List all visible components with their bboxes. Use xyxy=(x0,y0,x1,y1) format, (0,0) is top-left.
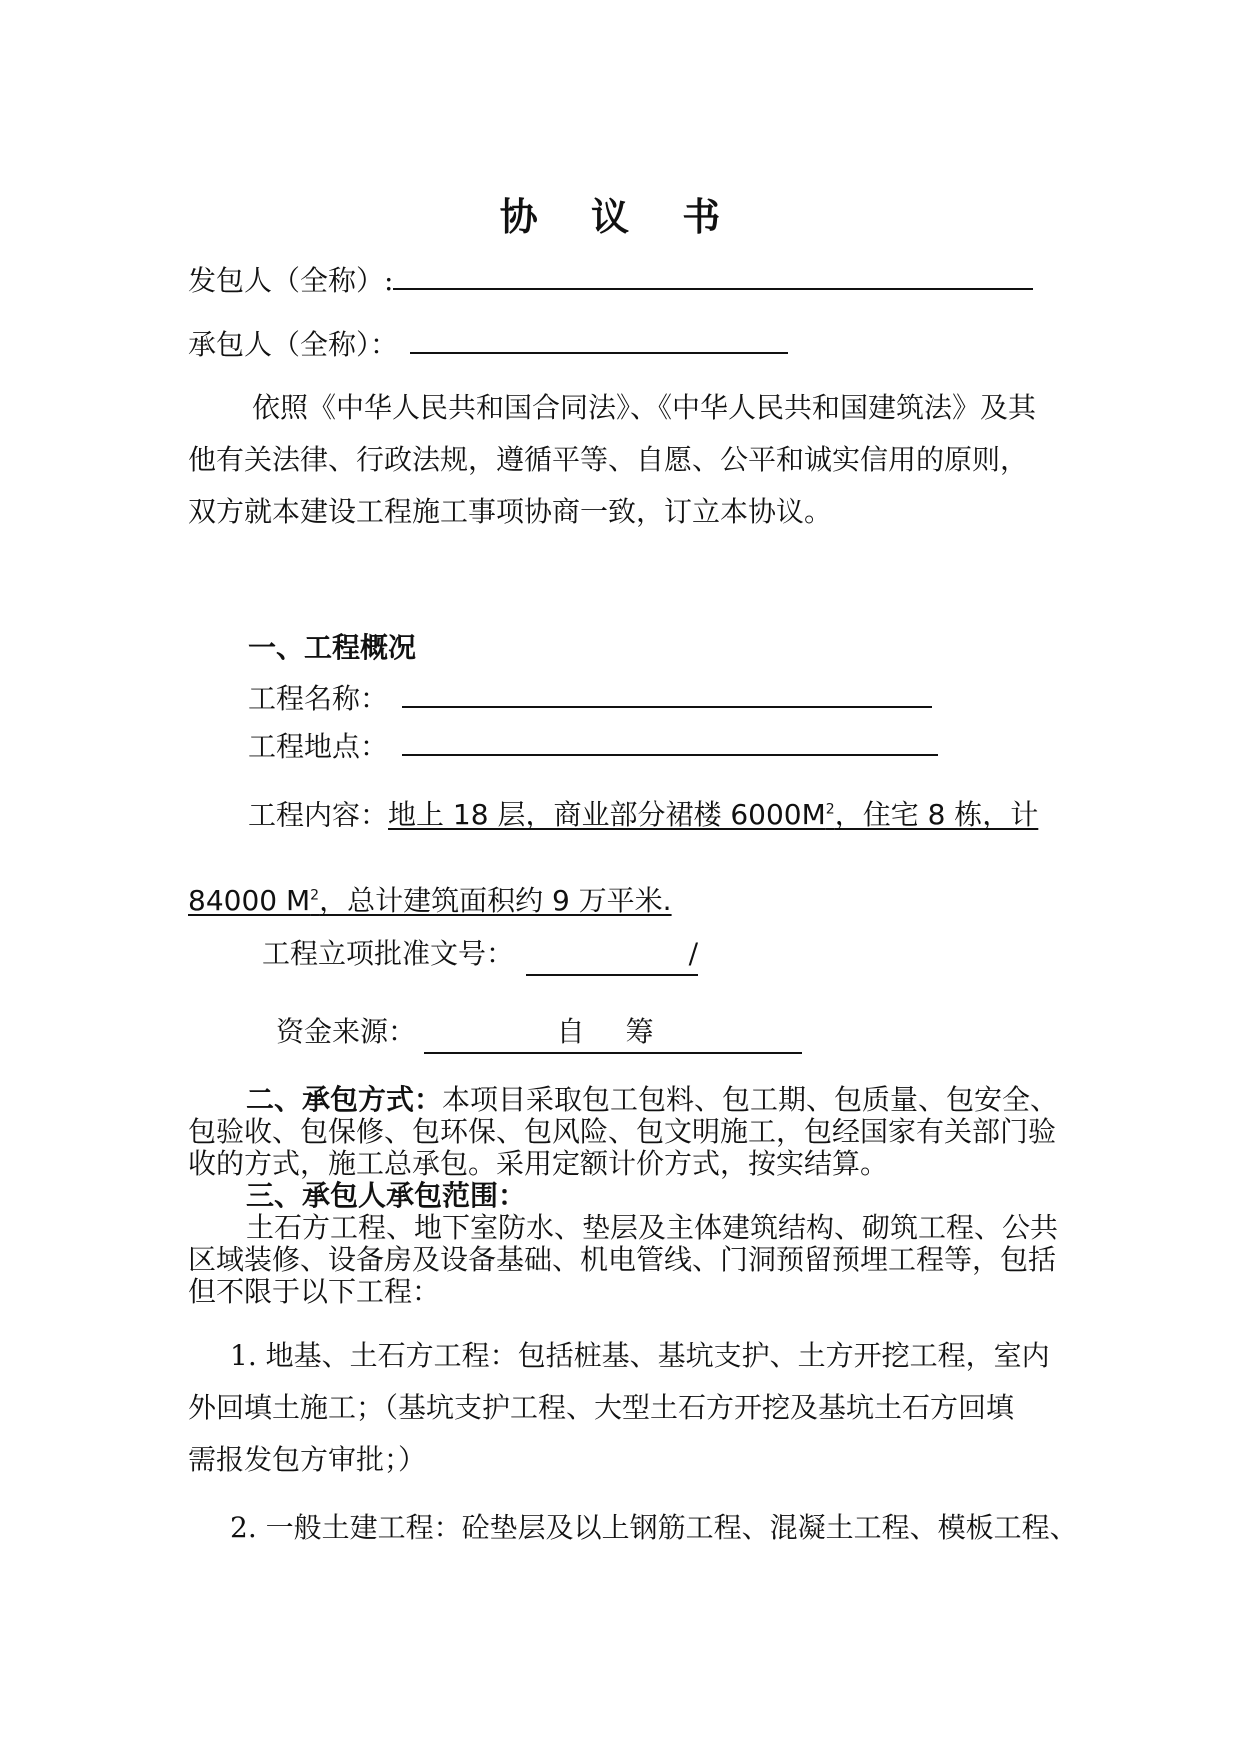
project-content-label: 工程内容： xyxy=(248,798,389,832)
project-location-blank xyxy=(402,724,938,756)
document-title: 协 议 书 xyxy=(499,194,741,239)
party-b-line xyxy=(188,322,788,365)
section2-text-1: 本项目采取包工包料、包工期、包质量、包安全、 xyxy=(442,1083,1059,1116)
section2-line-2: 包验收、包保修、包环保、包风险、包文明施工，包经国家有关部门验 xyxy=(188,1115,1057,1148)
approval-label: 工程立项批准文号： xyxy=(262,937,515,970)
section3-line-3: 但不限于以下工程： xyxy=(188,1275,441,1308)
intro-line-1: 依照《中华人民共和国合同法》、《中华人民共和国建筑法》及其 xyxy=(252,391,1037,424)
intro-line-3: 双方就本建设工程施工事项协商一致，订立本协议。 xyxy=(188,495,833,528)
party-b-label: 承包人（全称）： xyxy=(188,328,399,361)
section2-line-3: 收的方式，施工总承包。采用定额计价方式，按实结算。 xyxy=(188,1147,889,1180)
section2-heading: 二、承包方式： xyxy=(246,1083,443,1116)
funding-line xyxy=(276,1012,802,1054)
intro-line-2: 他有关法律、行政法规，遵循平等、自愿、公平和诚实信用的原则， xyxy=(188,443,1029,476)
project-location-line xyxy=(248,724,938,767)
party-a-line xyxy=(188,258,1033,301)
party-b-blank xyxy=(410,322,788,354)
project-name-blank xyxy=(402,676,932,708)
party-a-label: 发包人（全称）: xyxy=(188,264,394,297)
item1-line-1: 1. 地基、土石方工程：包括桩基、基坑支护、土方开挖工程，室内 xyxy=(230,1339,1050,1372)
section3-line-1: 土石方工程、地下室防水、垫层及主体建筑结构、砌筑工程、公共 xyxy=(246,1211,1059,1244)
item2-line-1: 2. 一般土建工程：砼垫层及以上钢筋工程、混凝土工程、模板工程、 xyxy=(230,1511,1078,1544)
section1-heading: 一、工程概况 xyxy=(248,631,417,664)
project-content-line-1 xyxy=(248,790,1038,835)
section3-line-2: 区域装修、设备房及设备基础、机电管线、门洞预留预埋工程等，包括 xyxy=(188,1243,1057,1276)
project-content-value-1: 地上 18 层，商业部分裙楼 $6000M^2$，住宅 8 栋，计 xyxy=(388,798,1039,832)
project-location-label: 工程地点： xyxy=(248,730,389,763)
project-name-label: 工程名称： xyxy=(248,682,389,715)
project-content-value-2: 84000 $M^2$，总计建筑面积约 9 万平米. xyxy=(188,884,672,918)
section3-heading: 三、承包人承包范围： xyxy=(246,1179,527,1212)
project-content-line-2 xyxy=(188,876,672,921)
item1-line-2: 外回填土施工；（基坑支护工程、大型土石方开挖及基坑土石方回填 xyxy=(188,1391,1015,1424)
item1-line-3: 需报发包方审批；） xyxy=(188,1443,427,1476)
party-a-blank xyxy=(393,258,1033,290)
funding-value: 自 筹 xyxy=(424,1012,802,1054)
funding-label: 资金来源： xyxy=(276,1015,417,1048)
approval-line xyxy=(262,934,698,976)
project-name-line xyxy=(248,676,932,719)
approval-value: / xyxy=(526,934,698,976)
